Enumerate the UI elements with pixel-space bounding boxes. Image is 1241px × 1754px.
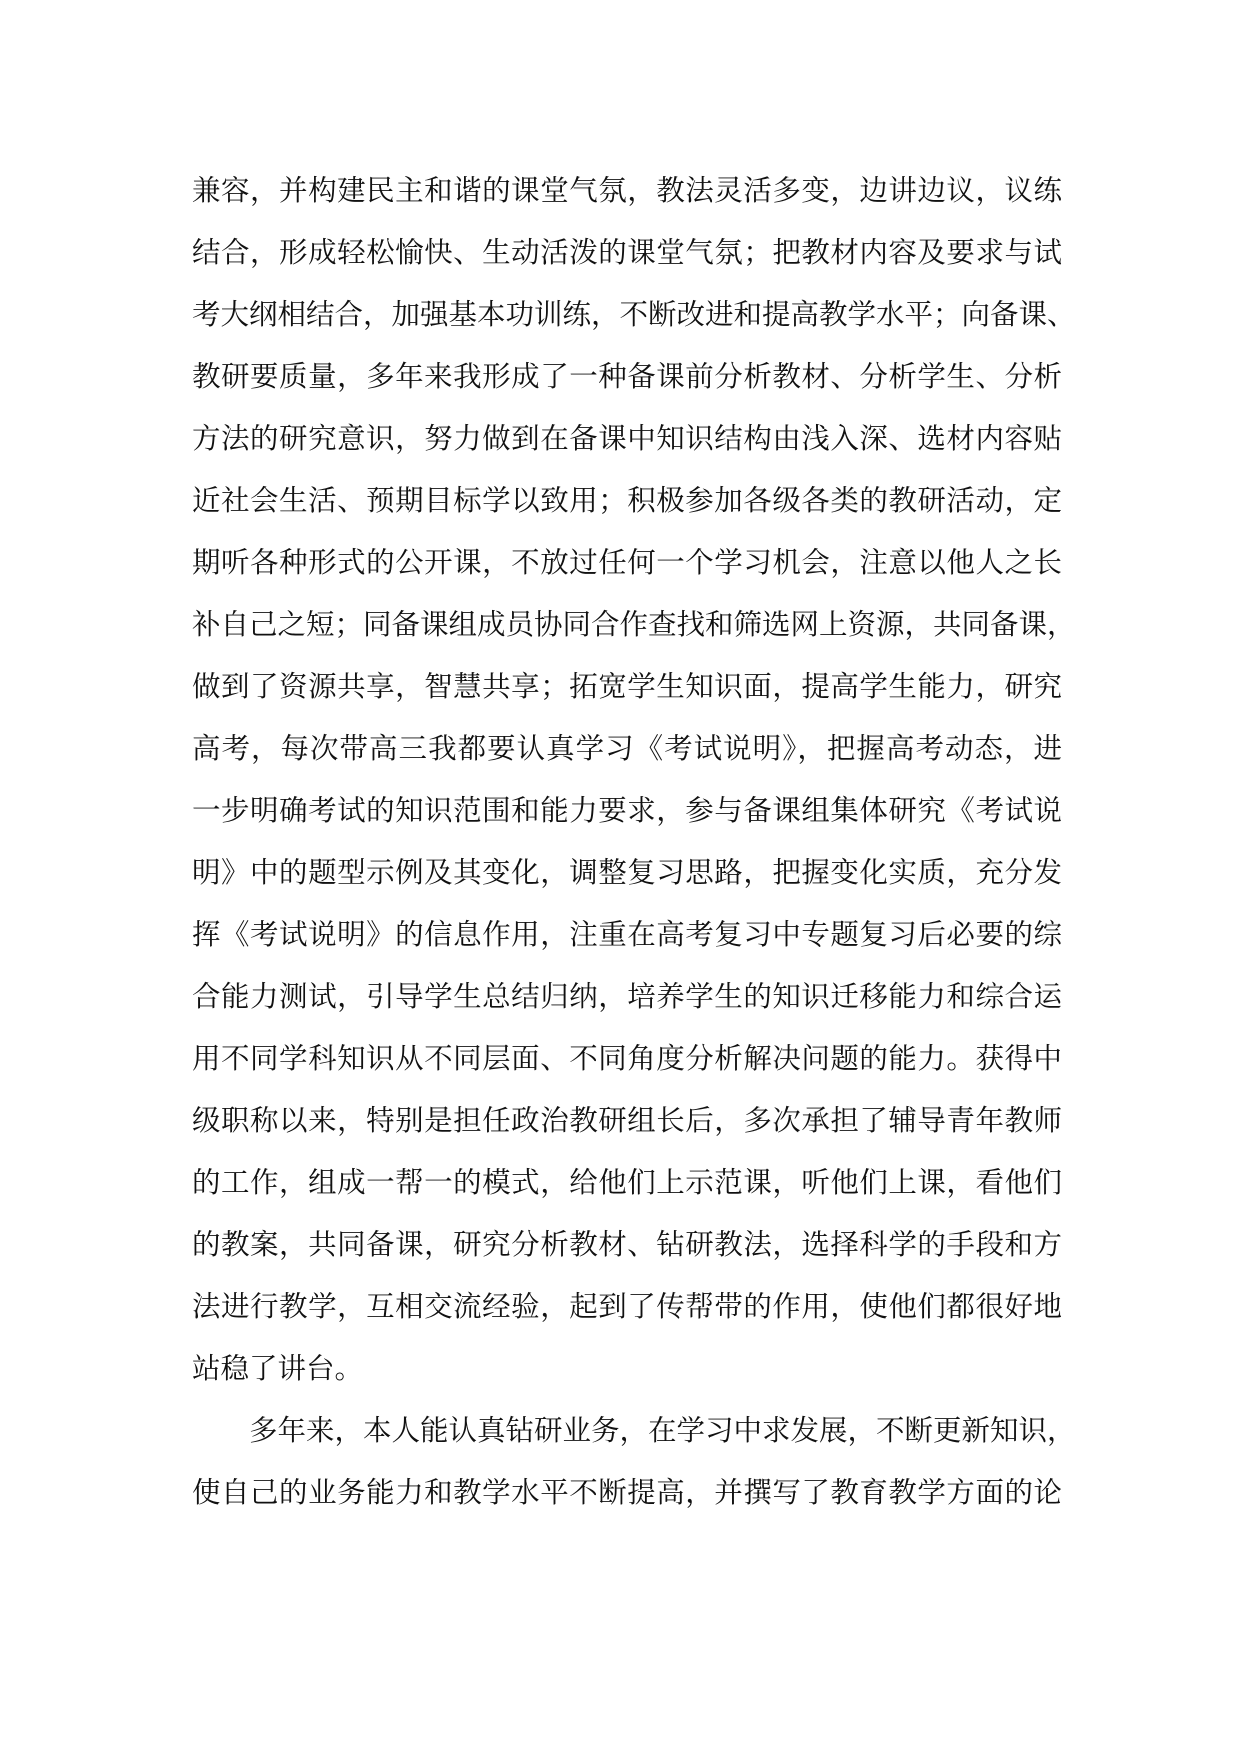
text-line: 做到了资源共享，智慧共享；拓宽学生知识面，提高学生能力，研究 bbox=[192, 670, 1062, 703]
text-line: 方法的研究意识，努力做到在备课中知识结构由浅入深、选材内容贴 bbox=[192, 422, 1062, 455]
text-line: 高考，每次带高三我都要认真学习《考试说明》，把握高考动态，进 bbox=[192, 732, 1062, 765]
paragraph-2 bbox=[192, 1400, 1076, 1524]
text-line: 明》中的题型示例及其变化，调整复习思路，把握变化实质，充分发 bbox=[192, 856, 1062, 889]
text-line: 多年来，本人能认真钻研业务，在学习中求发展，不断更新知识， bbox=[249, 1414, 1076, 1447]
text-line: 的工作，组成一帮一的模式，给他们上示范课，听他们上课，看他们 bbox=[192, 1166, 1062, 1199]
text-line: 期听各种形式的公开课，不放过任何一个学习机会，注意以他人之长 bbox=[192, 546, 1062, 579]
text-line: 合能力测试，引导学生总结归纳，培养学生的知识迁移能力和综合运 bbox=[192, 980, 1062, 1013]
text-line: 一步明确考试的知识范围和能力要求，参与备课组集体研究《考试说 bbox=[192, 794, 1062, 827]
text-line: 结合，形成轻松愉快、生动活泼的课堂气氛；把教材内容及要求与试 bbox=[192, 236, 1062, 269]
text-line: 的教案，共同备课，研究分析教材、钻研教法，选择科学的手段和方 bbox=[192, 1228, 1062, 1261]
text-line: 法进行教学，互相交流经验，起到了传帮带的作用，使他们都很好地 bbox=[192, 1290, 1062, 1323]
text-line: 补自己之短；同备课组成员协同合作查找和筛选网上资源，共同备课， bbox=[192, 608, 1076, 641]
text-line: 近社会生活、预期目标学以致用；积极参加各级各类的教研活动，定 bbox=[192, 484, 1062, 517]
text-line: 兼容，并构建民主和谐的课堂气氛，教法灵活多变，边讲边议，议练 bbox=[192, 174, 1062, 207]
text-line: 站稳了讲台。 bbox=[192, 1352, 364, 1385]
paragraph-1 bbox=[192, 160, 1076, 1400]
body-text bbox=[192, 160, 1076, 1524]
text-line: 考大纲相结合，加强基本功训练，不断改进和提高教学水平；向备课、 bbox=[192, 298, 1076, 331]
text-line: 挥《考试说明》的信息作用，注重在高考复习中专题复习后必要的综 bbox=[192, 918, 1062, 951]
text-line: 教研要质量，多年来我形成了一种备课前分析教材、分析学生、分析 bbox=[192, 360, 1062, 393]
text-line: 使自己的业务能力和教学水平不断提高，并撰写了教育教学方面的论 bbox=[192, 1476, 1062, 1509]
text-line: 级职称以来，特别是担任政治教研组长后，多次承担了辅导青年教师 bbox=[192, 1104, 1062, 1137]
text-line: 用不同学科知识从不同层面、不同角度分析解决问题的能力。获得中 bbox=[192, 1042, 1062, 1075]
